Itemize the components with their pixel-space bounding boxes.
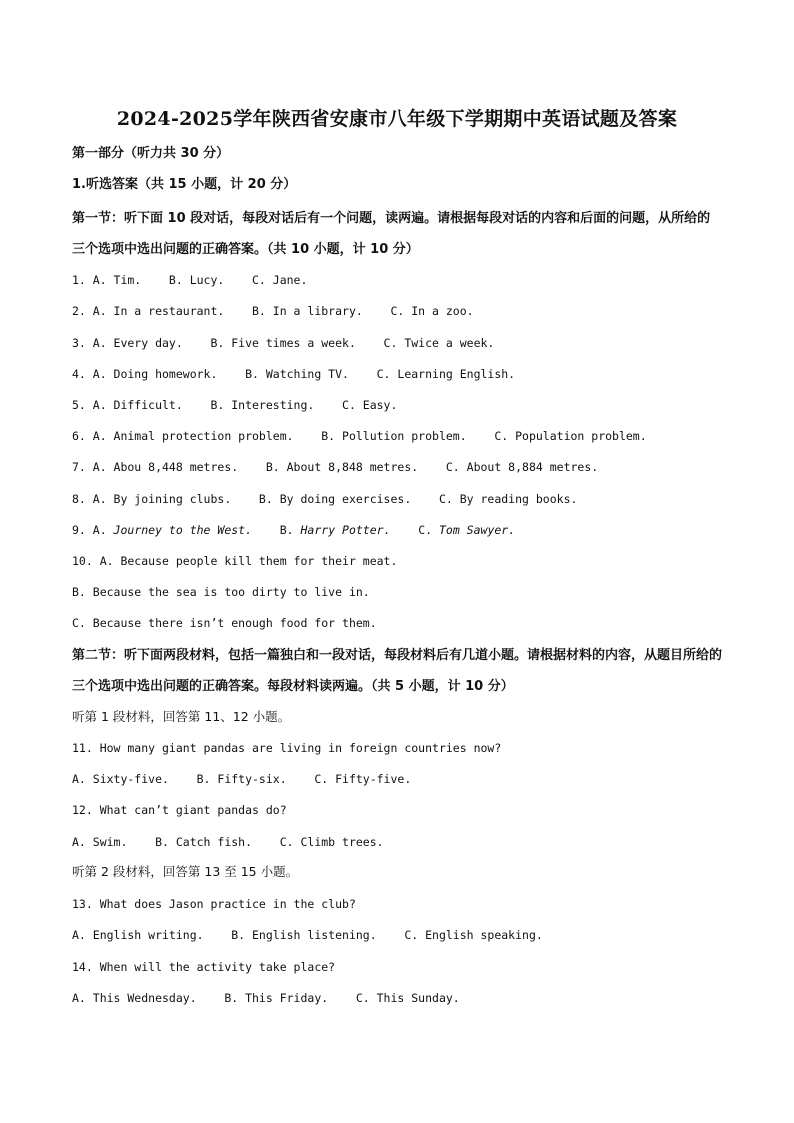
question-3: 3. A. Every day. B. Five times a week. C. Twice a week. (72, 336, 495, 350)
part1-header: 第一部分（听力共 30 分） (72, 146, 230, 161)
question-8: 8. A. By joining clubs. B. By doing exercises. C. By reading books. (72, 492, 578, 506)
question-13: 13. What does Jason practice in the club? (72, 897, 356, 911)
question-7: 7. A. Abou 8,448 metres. B. About 8,848 metres. C. About 8,884 metres. (72, 460, 599, 474)
section2-instructions: 第二节：听下面两段材料，包括一篇独白和一段对话，每段材料后有几道小题。请根据材料的内容，从题目所给的三个选项中选出问题的正确答案。每段材料读两遍。（共 5 小题，计 10 分） (72, 648, 723, 694)
exam-title: 2024-2025学年陕西省安康市八年级下学期期中英语试题及答案 (116, 108, 678, 130)
q9-number: 9. A. (72, 523, 114, 537)
question-4: 4. A. Doing homework. B. Watching TV. C. Learning English. (72, 367, 516, 381)
q9-option-b: Harry Potter. (300, 523, 391, 537)
q9-option-a: Journey to the West. (113, 523, 253, 537)
question-11: 11. How many giant pandas are living in foreign countries now? (72, 741, 502, 755)
question-12-options: A. Swim. B. Catch fish. C. Climb trees. (72, 835, 384, 849)
material-1-note: 听第 1 段材料，回答第 11、12 小题。 (72, 709, 291, 724)
question-10-option-b: B. Because the sea is too dirty to live in. (72, 585, 370, 599)
question-13-options: A. English writing. B. English listening. C. English speaking. (72, 928, 543, 942)
question-1: 1. A. Tim. B. Lucy. C. Jane. (72, 273, 308, 287)
question-12: 12. What can’t giant pandas do? (72, 803, 287, 817)
question-5: 5. A. Difficult. B. Interesting. C. Easy. (72, 398, 398, 412)
question-10: 10. A. Because people kill them for their meat. (72, 554, 398, 568)
question-6: 6. A. Animal protection problem. B. Pollution problem. C. Population problem. (72, 429, 647, 443)
question-10-option-c: C. Because there isn’t enough food for them. (72, 616, 377, 630)
material-2-note: 听第 2 段材料，回答第 13 至 15 小题。 (72, 864, 299, 879)
question-9 (72, 521, 515, 540)
question-14-options: A. This Wednesday. B. This Friday. C. This Sunday. (72, 991, 460, 1005)
q9-option-c: Tom Sawyer. (438, 523, 516, 537)
q9-sep-1: B. (252, 523, 301, 537)
q9-sep-2: C. (390, 523, 439, 537)
question-2: 2. A. In a restaurant. B. In a library. C. In a zoo. (72, 304, 474, 318)
section1-header: 1.听选答案（共 15 小题，计 20 分） (72, 177, 297, 192)
question-11-options: A. Sixty-five. B. Fifty-six. C. Fifty-five. (72, 772, 412, 786)
question-14: 14. When will the activity take place? (72, 960, 336, 974)
section1-instructions: 第一节：听下面 10 段对话，每段对话后有一个问题，读两遍。请根据每段对话的内容和后面的问题，从所给的三个选项中选出问题的正确答案。（共 10 小题，计 10 分） (72, 211, 711, 257)
